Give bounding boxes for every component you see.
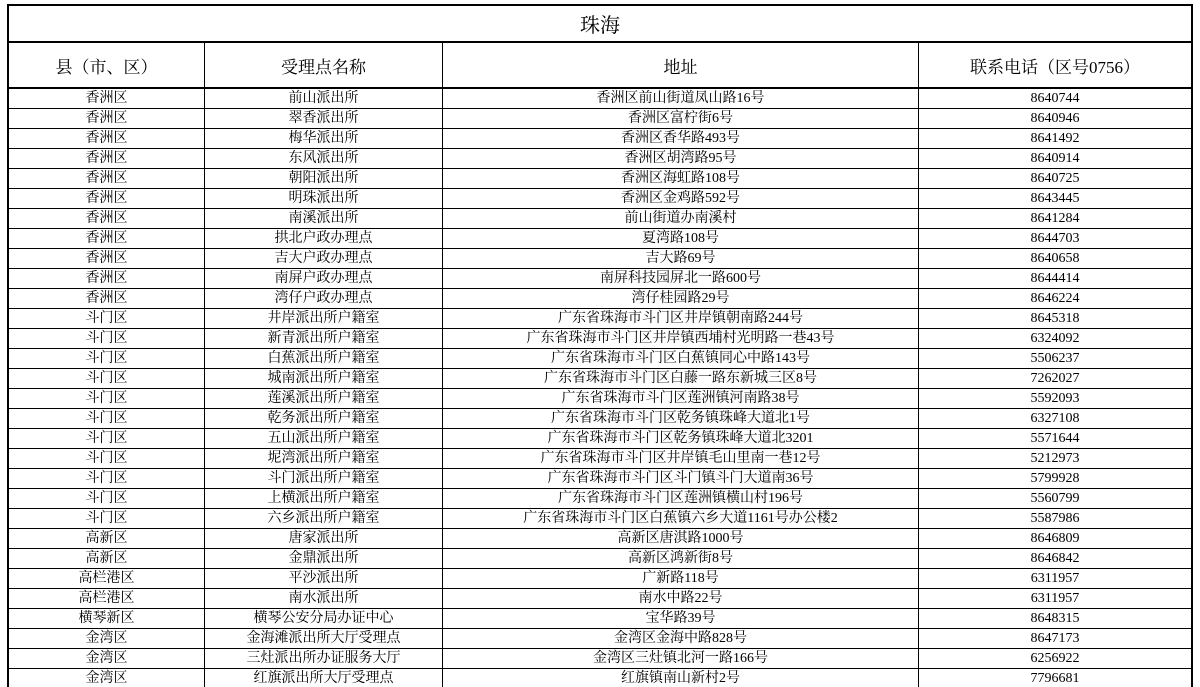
cell-address: 高新区唐淇路1000号 (443, 529, 919, 549)
zhuhai-acceptance-points-table (7, 4, 1193, 687)
cell-phone: 5571644 (918, 429, 1192, 449)
cell-phone: 7262027 (918, 369, 1192, 389)
cell-office-name: 湾仔户政办理点 (205, 289, 443, 309)
table-row (8, 429, 1192, 449)
cell-address: 红旗镇南山新村2号 (443, 669, 919, 687)
table-row (8, 389, 1192, 409)
cell-address: 广东省珠海市斗门区莲洲镇河南路38号 (443, 389, 919, 409)
cell-district: 斗门区 (8, 409, 205, 429)
cell-phone: 8644414 (918, 269, 1192, 289)
cell-address: 金湾区金海中路828号 (443, 629, 919, 649)
cell-address: 宝华路39号 (443, 609, 919, 629)
table-row (8, 489, 1192, 509)
cell-office-name: 金海滩派出所大厅受理点 (205, 629, 443, 649)
cell-phone: 6311957 (918, 589, 1192, 609)
cell-address: 广东省珠海市斗门区井岸镇毛山里南一巷12号 (443, 449, 919, 469)
table-row (8, 109, 1192, 129)
table-body (8, 88, 1192, 687)
cell-office-name: 翠香派出所 (205, 109, 443, 129)
cell-district: 香洲区 (8, 269, 205, 289)
table-row (8, 669, 1192, 687)
cell-address: 金湾区三灶镇北河一路166号 (443, 649, 919, 669)
cell-phone: 8644703 (918, 229, 1192, 249)
cell-phone: 8646842 (918, 549, 1192, 569)
cell-phone: 5212973 (918, 449, 1192, 469)
cell-address: 香洲区前山街道凤山路16号 (443, 88, 919, 109)
cell-district: 香洲区 (8, 169, 205, 189)
cell-district: 斗门区 (8, 389, 205, 409)
cell-phone: 8640658 (918, 249, 1192, 269)
cell-district: 香洲区 (8, 149, 205, 169)
cell-office-name: 井岸派出所户籍室 (205, 309, 443, 329)
cell-office-name: 南水派出所 (205, 589, 443, 609)
cell-district: 斗门区 (8, 469, 205, 489)
cell-address: 高新区鸿新街8号 (443, 549, 919, 569)
column-header-address: 地址 (443, 42, 919, 88)
cell-phone: 8646809 (918, 529, 1192, 549)
cell-office-name: 坭湾派出所户籍室 (205, 449, 443, 469)
cell-phone: 8645318 (918, 309, 1192, 329)
cell-phone: 8641284 (918, 209, 1192, 229)
table-header-row (8, 42, 1192, 88)
cell-district: 金湾区 (8, 629, 205, 649)
table-row (8, 569, 1192, 589)
table-row (8, 409, 1192, 429)
cell-phone: 6324092 (918, 329, 1192, 349)
cell-address: 广东省珠海市斗门区白蕉镇同心中路143号 (443, 349, 919, 369)
cell-district: 香洲区 (8, 129, 205, 149)
cell-phone: 8646224 (918, 289, 1192, 309)
cell-address: 广新路118号 (443, 569, 919, 589)
cell-phone: 8640946 (918, 109, 1192, 129)
cell-office-name: 斗门派出所户籍室 (205, 469, 443, 489)
cell-phone: 6327108 (918, 409, 1192, 429)
cell-office-name: 三灶派出所办证服务大厅 (205, 649, 443, 669)
cell-office-name: 朝阳派出所 (205, 169, 443, 189)
cell-phone: 6256922 (918, 649, 1192, 669)
cell-address: 湾仔桂园路29号 (443, 289, 919, 309)
cell-district: 斗门区 (8, 489, 205, 509)
cell-address: 香洲区胡湾路95号 (443, 149, 919, 169)
cell-address: 香洲区富柠街6号 (443, 109, 919, 129)
table-row (8, 349, 1192, 369)
cell-district: 高栏港区 (8, 569, 205, 589)
cell-office-name: 拱北户政办理点 (205, 229, 443, 249)
cell-address: 广东省珠海市斗门区井岸镇朝南路244号 (443, 309, 919, 329)
cell-district: 横琴新区 (8, 609, 205, 629)
cell-office-name: 六乡派出所户籍室 (205, 509, 443, 529)
cell-address: 南屏科技园屏北一路600号 (443, 269, 919, 289)
cell-phone: 8640725 (918, 169, 1192, 189)
cell-office-name: 莲溪派出所户籍室 (205, 389, 443, 409)
cell-address: 广东省珠海市斗门区乾务镇珠峰大道北1号 (443, 409, 919, 429)
cell-phone: 8647173 (918, 629, 1192, 649)
table-row (8, 469, 1192, 489)
column-header-phone: 联系电话（区号0756） (918, 42, 1192, 88)
cell-phone: 8643445 (918, 189, 1192, 209)
cell-address: 吉大路69号 (443, 249, 919, 269)
table-row (8, 229, 1192, 249)
cell-district: 斗门区 (8, 309, 205, 329)
table-row (8, 269, 1192, 289)
cell-district: 高新区 (8, 549, 205, 569)
cell-address: 广东省珠海市斗门区白蕉镇六乡大道1161号办公楼2 (443, 509, 919, 529)
cell-district: 香洲区 (8, 229, 205, 249)
cell-phone: 8648315 (918, 609, 1192, 629)
cell-district: 高栏港区 (8, 589, 205, 609)
cell-office-name: 金鼎派出所 (205, 549, 443, 569)
cell-address: 广东省珠海市斗门区莲洲镇横山村196号 (443, 489, 919, 509)
cell-address: 夏湾路108号 (443, 229, 919, 249)
table-row (8, 149, 1192, 169)
table-row (8, 289, 1192, 309)
cell-address: 广东省珠海市斗门区井岸镇西埔村光明路一巷43号 (443, 329, 919, 349)
table-row (8, 169, 1192, 189)
cell-district: 香洲区 (8, 88, 205, 109)
column-header-district: 县（市、区） (8, 42, 205, 88)
cell-address: 香洲区香华路493号 (443, 129, 919, 149)
table-row (8, 629, 1192, 649)
table-title-row (8, 5, 1192, 42)
cell-office-name: 梅华派出所 (205, 129, 443, 149)
cell-address: 南水中路22号 (443, 589, 919, 609)
cell-phone: 5592093 (918, 389, 1192, 409)
cell-phone: 8640914 (918, 149, 1192, 169)
cell-district: 香洲区 (8, 109, 205, 129)
cell-phone: 8641492 (918, 129, 1192, 149)
cell-district: 斗门区 (8, 429, 205, 449)
cell-district: 香洲区 (8, 249, 205, 269)
cell-phone: 8640744 (918, 88, 1192, 109)
cell-district: 斗门区 (8, 449, 205, 469)
cell-office-name: 明珠派出所 (205, 189, 443, 209)
cell-address: 前山街道办南溪村 (443, 209, 919, 229)
cell-phone: 5560799 (918, 489, 1192, 509)
table-row (8, 249, 1192, 269)
cell-district: 斗门区 (8, 509, 205, 529)
cell-district: 香洲区 (8, 289, 205, 309)
cell-district: 斗门区 (8, 329, 205, 349)
cell-office-name: 前山派出所 (205, 88, 443, 109)
cell-district: 香洲区 (8, 209, 205, 229)
cell-office-name: 唐家派出所 (205, 529, 443, 549)
table-row (8, 589, 1192, 609)
cell-office-name: 平沙派出所 (205, 569, 443, 589)
cell-phone: 5799928 (918, 469, 1192, 489)
table-row (8, 529, 1192, 549)
cell-office-name: 红旗派出所大厅受理点 (205, 669, 443, 687)
table-row (8, 209, 1192, 229)
cell-district: 金湾区 (8, 649, 205, 669)
cell-office-name: 白蕉派出所户籍室 (205, 349, 443, 369)
cell-district: 高新区 (8, 529, 205, 549)
cell-office-name: 吉大户政办理点 (205, 249, 443, 269)
table-row (8, 309, 1192, 329)
cell-district: 金湾区 (8, 669, 205, 687)
cell-office-name: 东风派出所 (205, 149, 443, 169)
table-row (8, 129, 1192, 149)
table-row (8, 369, 1192, 389)
cell-phone: 5506237 (918, 349, 1192, 369)
cell-office-name: 南溪派出所 (205, 209, 443, 229)
table-row (8, 549, 1192, 569)
cell-district: 斗门区 (8, 369, 205, 389)
cell-address: 香洲区金鸡路592号 (443, 189, 919, 209)
cell-phone: 5587986 (918, 509, 1192, 529)
cell-office-name: 南屏户政办理点 (205, 269, 443, 289)
table-row (8, 189, 1192, 209)
table-row (8, 509, 1192, 529)
page-title: 珠海 (8, 5, 1192, 42)
table-row (8, 449, 1192, 469)
cell-office-name: 乾务派出所户籍室 (205, 409, 443, 429)
cell-address: 香洲区海虹路108号 (443, 169, 919, 189)
cell-phone: 6311957 (918, 569, 1192, 589)
column-header-office-name: 受理点名称 (205, 42, 443, 88)
cell-office-name: 新青派出所户籍室 (205, 329, 443, 349)
cell-office-name: 上横派出所户籍室 (205, 489, 443, 509)
cell-address: 广东省珠海市斗门区斗门镇斗门大道南36号 (443, 469, 919, 489)
cell-office-name: 城南派出所户籍室 (205, 369, 443, 389)
cell-district: 斗门区 (8, 349, 205, 369)
cell-office-name: 横琴公安分局办证中心 (205, 609, 443, 629)
cell-office-name: 五山派出所户籍室 (205, 429, 443, 449)
table-row (8, 88, 1192, 109)
cell-address: 广东省珠海市斗门区白藤一路东新城三区8号 (443, 369, 919, 389)
table-row (8, 609, 1192, 629)
table-row (8, 649, 1192, 669)
cell-district: 香洲区 (8, 189, 205, 209)
cell-address: 广东省珠海市斗门区乾务镇珠峰大道北3201 (443, 429, 919, 449)
table-row (8, 329, 1192, 349)
cell-phone: 7796681 (918, 669, 1192, 687)
